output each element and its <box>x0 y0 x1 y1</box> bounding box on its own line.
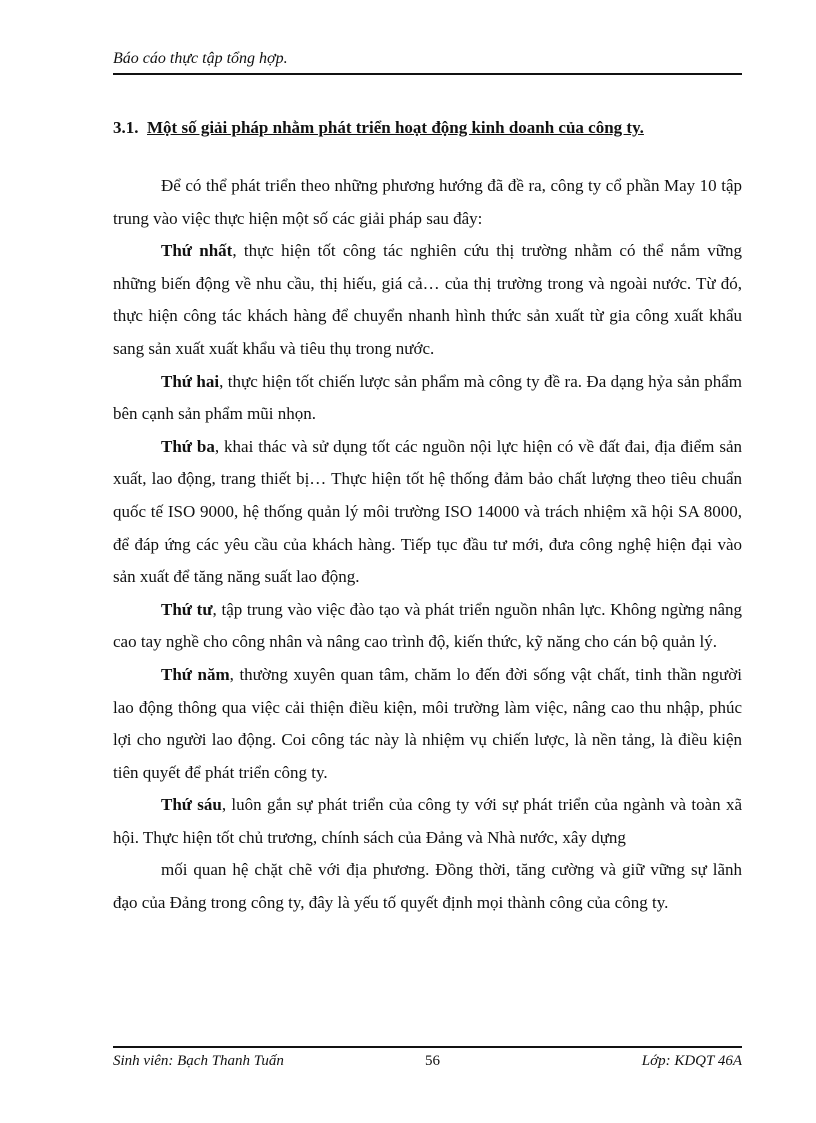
section-title: Một số giải pháp nhằm phát triển hoạt động kinh doanh của công ty. <box>147 118 644 137</box>
footer-rule <box>113 1046 742 1048</box>
solution-paragraph-5 <box>113 659 742 789</box>
solution-text: , thực hiện tốt công tác nghiên cứu thị trường nhằm có thể nắm vững những biến động về nhu cầu, thị hiếu, giá cả… của thị trường trong và ngoài nước. Từ đó, thực hiện công tác khách hàng để chuyển nhanh hình thức sản xuất từ gia công xuất khẩu sang sản xuất xuất khẩu và tiêu thụ trong nước. <box>113 241 742 358</box>
solution-lead: Thứ hai <box>161 371 220 391</box>
solution-paragraph-1 <box>113 235 742 365</box>
solution-paragraph-4 <box>113 594 742 659</box>
solution-lead: Thứ năm <box>161 664 230 684</box>
solution-lead: Thứ ba <box>161 436 215 456</box>
solution-paragraph-3 <box>113 431 742 594</box>
solution-text: , tập trung vào việc đào tạo và phát triển nguồn nhân lực. Không ngừng nâng cao tay nghề cho công nhân và nâng cao trình độ, kiến thức, kỹ năng cho cán bộ quản lý. <box>113 599 743 652</box>
section-number: 3.1. <box>113 118 139 137</box>
footer-student: Sinh viên: Bạch Thanh Tuấn <box>113 1053 284 1069</box>
body-text <box>113 170 742 920</box>
solution-text: , thực hiện tốt chiến lược sản phẩm mà công ty đề ra. Đa dạng hỷa sản phẩm bên cạnh sản phẩm mũi nhọn. <box>113 371 742 424</box>
intro-paragraph: Để có thể phát triển theo những phương hướng đã đề ra, công ty cổ phần May 10 tập trung vào việc thực hiện một số các giải pháp sau đây: <box>113 176 742 228</box>
solution-lead: Thứ nhất <box>161 241 233 261</box>
header-rule <box>113 73 742 75</box>
solution-text: , thường xuyên quan tâm, chăm lo đến đời sống vật chất, tinh thần người lao động thông qua việc cải thiện điều kiện, môi trường làm việc, nâng cao thu nhập, phúc lợi cho người lao động. Coi công tác này là nhiệm vụ chiến lược, là nền tảng, là điều kiện tiên quyết để phát triển công ty. <box>113 664 742 782</box>
solution-paragraph-2 <box>113 366 742 431</box>
running-header: Báo cáo thực tập tổng hợp. <box>113 50 288 67</box>
continuation-paragraph: mối quan hệ chặt chẽ với địa phương. Đồng thời, tăng cường và giữ vững sự lãnh đạo của Đảng trong công ty, đây là yếu tố quyết định mọi thành công của công ty. <box>113 860 742 913</box>
solution-paragraph-6 <box>113 789 742 854</box>
footer-class: Lớp: KDQT 46A <box>641 1053 742 1069</box>
solution-text: , luôn gắn sự phát triển của công ty với sự phát triển của ngành và toàn xã hội. Thực hiện tốt chủ trương, chính sách của Đảng và Nhà nước, xây dựng <box>113 795 742 847</box>
section-heading <box>113 118 753 138</box>
solution-lead: Thứ tư <box>161 599 213 619</box>
solution-lead: Thứ sáu <box>161 795 222 815</box>
solution-text: , khai thác và sử dụng tốt các nguồn nội lực hiện có về đất đai, địa điểm sản xuất, lao động, trang thiết bị… Thực hiện tốt hệ thống đảm bảo chất lượng theo tiêu chuẩn quốc tế ISO 9000, hệ thống quản lý môi trường ISO 14000 và trách nhiệm xã hội SA 8000, để đáp ứng các yêu cầu của khách hàng. Tiếp tục đầu tư mới, đưa công nghệ hiện đại vào sản xuất để tăng năng suất lao động. <box>113 436 742 587</box>
page-number: 56 <box>425 1053 440 1069</box>
